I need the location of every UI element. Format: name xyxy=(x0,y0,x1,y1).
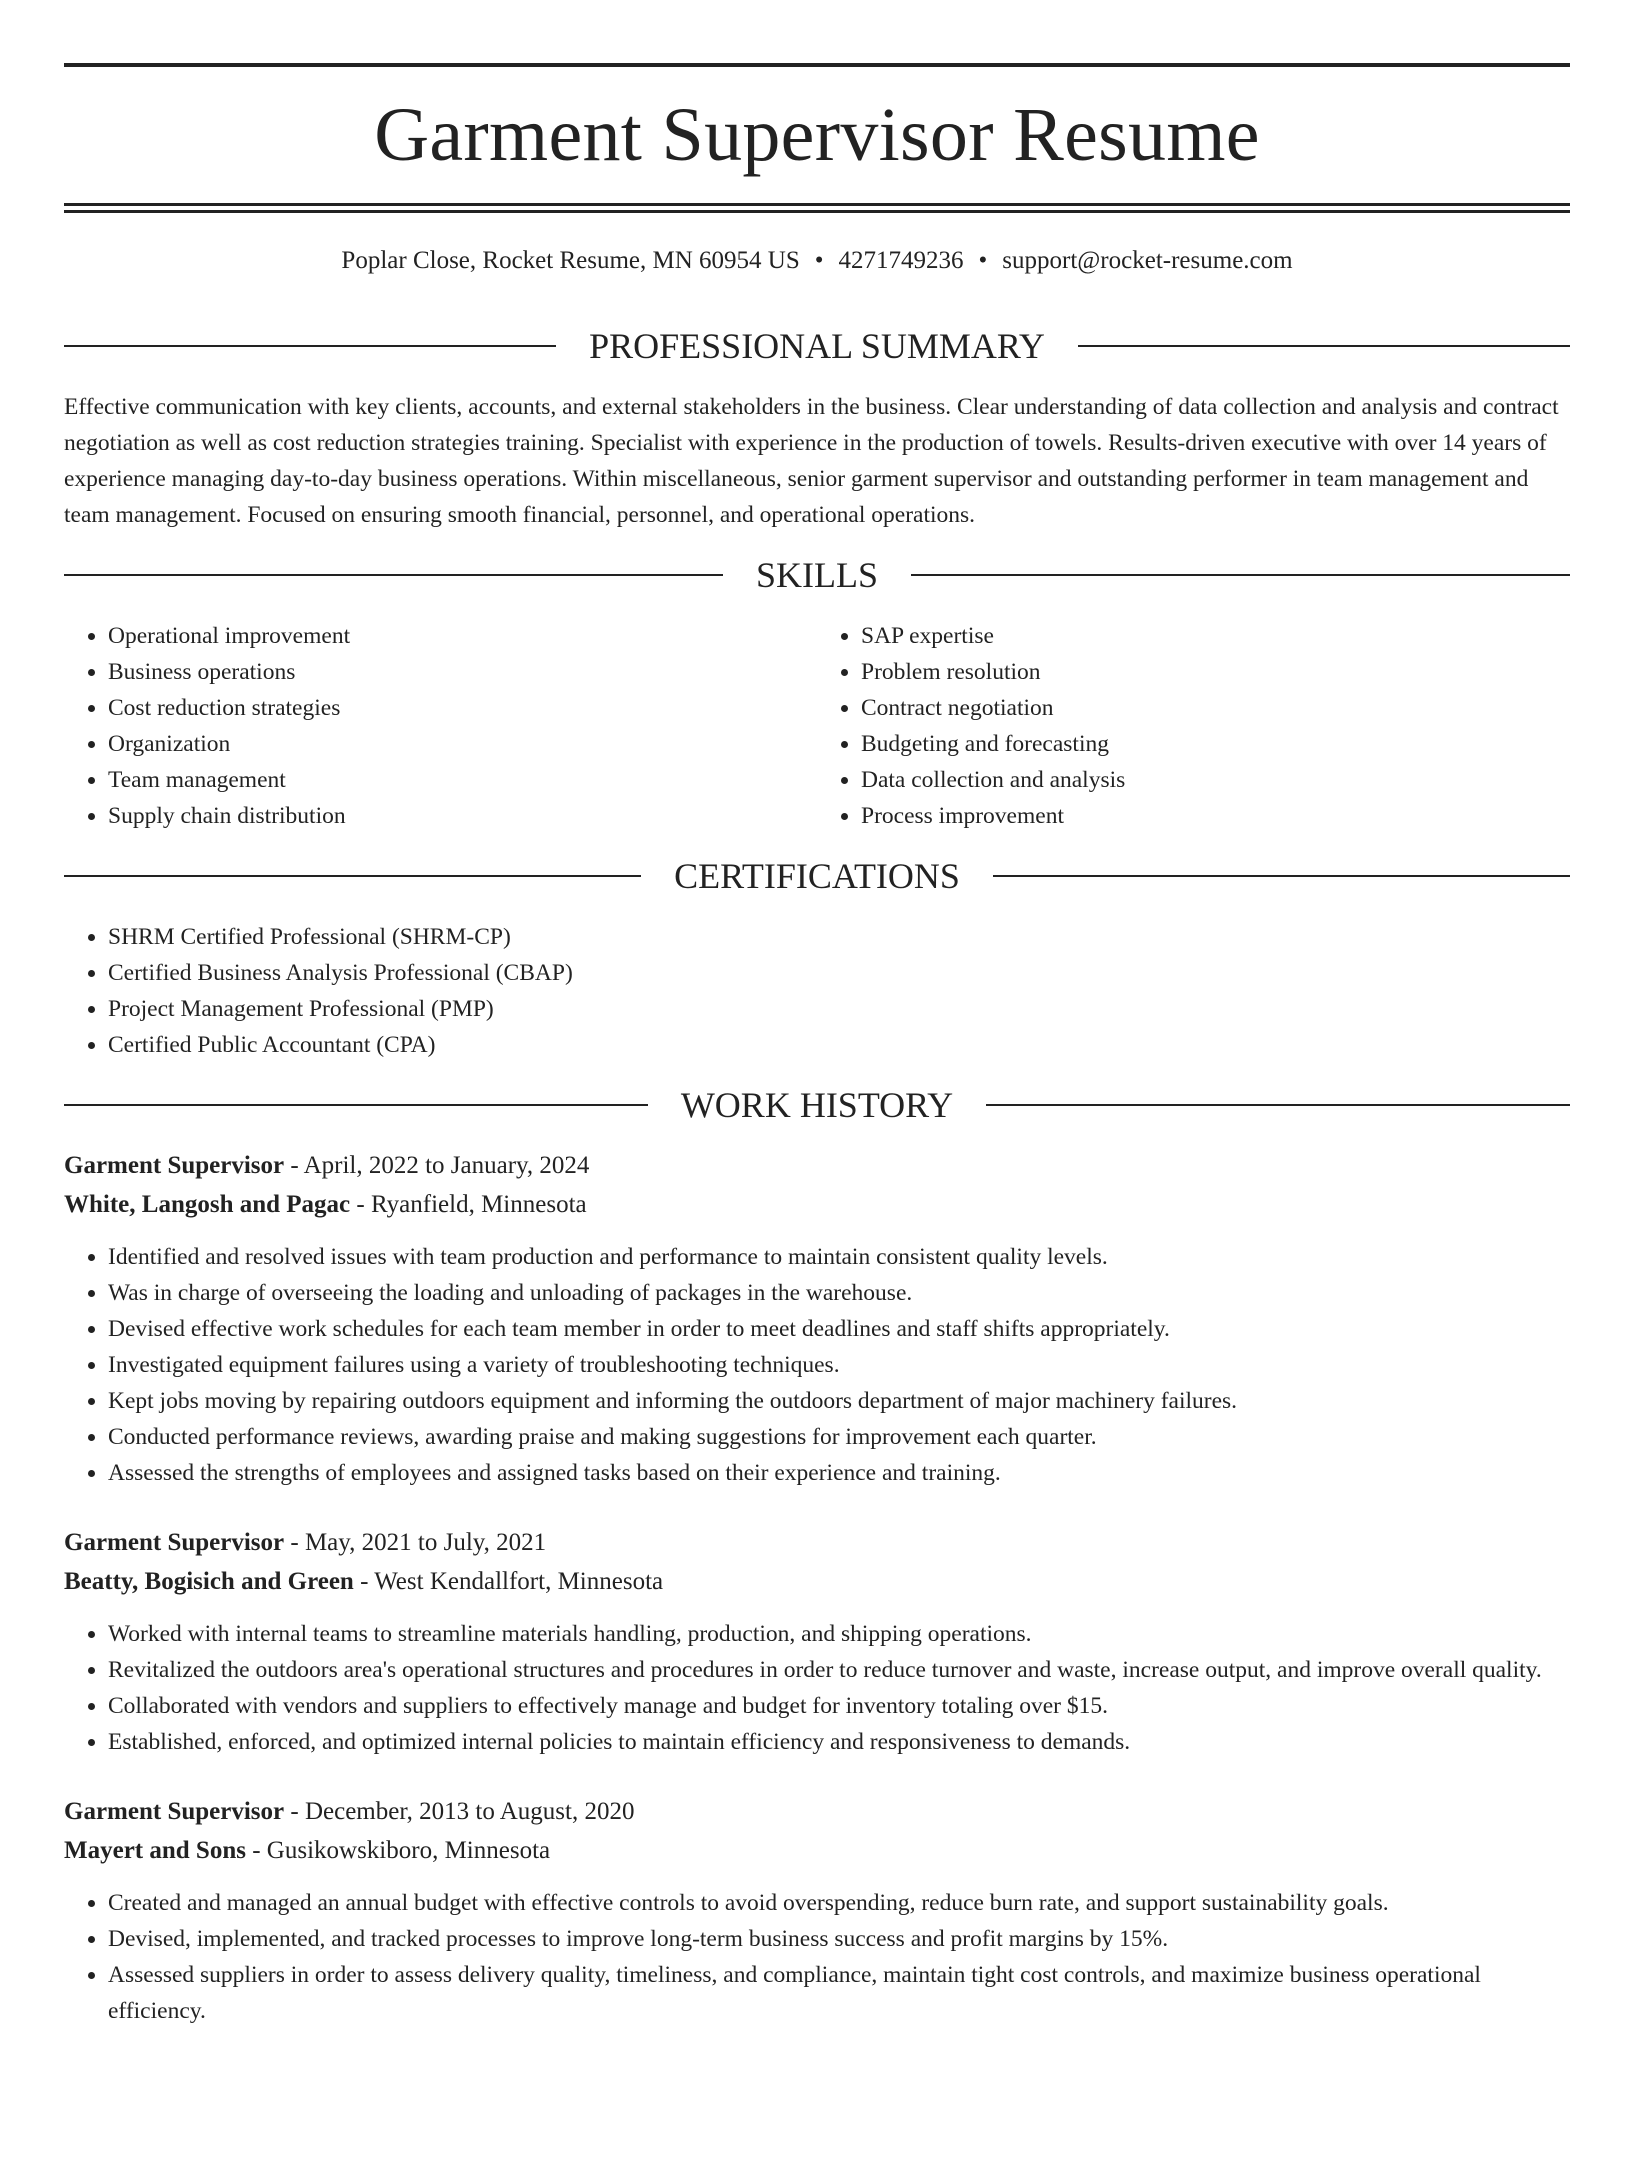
job-bullet: • Investigated equipment failures using a variety of troubleshooting techniques. xyxy=(108,1347,1570,1383)
job-bullets xyxy=(64,1885,1570,2029)
job-bullets xyxy=(64,1616,1570,1760)
heading-rule xyxy=(64,345,556,347)
summary-heading xyxy=(64,328,1570,364)
job-company: Mayert and Sons xyxy=(64,1837,246,1864)
job-title-line xyxy=(64,1792,1570,1831)
job-bullet: • Was in charge of overseeing the loading and unloading of packages in the warehouse. xyxy=(108,1275,1570,1311)
job-title-line xyxy=(64,1523,1570,1562)
contact-separator: • xyxy=(814,247,824,274)
job-location: - Ryanfield, Minnesota xyxy=(350,1191,587,1218)
job-bullet: • Created and managed an annual budget with effective controls to avoid overspending, reduce burn rate, and support sustainability goals. xyxy=(108,1885,1570,1921)
job-dates: - April, 2022 to January, 2024 xyxy=(284,1152,590,1179)
job-entry xyxy=(64,1523,1570,1760)
job-company: Beatty, Bogisich and Green xyxy=(64,1568,354,1595)
job-title: Garment Supervisor xyxy=(64,1529,285,1556)
skill-item: • Operational improvement xyxy=(108,618,817,654)
resume-title: Garment Supervisor Resume xyxy=(374,93,1260,177)
job-dates: - May, 2021 to July, 2021 xyxy=(284,1529,547,1556)
summary-heading-label: PROFESSIONAL SUMMARY xyxy=(589,326,1045,366)
certifications-heading-label: CERTIFICATIONS xyxy=(674,856,960,896)
heading-rule xyxy=(64,1104,648,1106)
skill-item: • Cost reduction strategies xyxy=(108,690,817,726)
contact-separator: • xyxy=(978,247,988,274)
job-bullet: • Devised effective work schedules for each team member in order to meet deadlines and staff shifts appropriately. xyxy=(108,1311,1570,1347)
job-bullet: • Worked with internal teams to streamline materials handling, production, and shipping operations. xyxy=(108,1616,1570,1652)
job-title: Garment Supervisor xyxy=(64,1798,285,1825)
skill-item: • Data collection and analysis xyxy=(861,762,1570,798)
skill-item: • Problem resolution xyxy=(861,654,1570,690)
job-location: - Gusikowskiboro, Minnesota xyxy=(245,1837,551,1864)
job-bullet: • Assessed the strengths of employees and assigned tasks based on their experience and training. xyxy=(108,1455,1570,1491)
job-bullet: • Conducted performance reviews, awarding praise and making suggestions for improvement each quarter. xyxy=(108,1419,1570,1455)
work-history-heading-label: WORK HISTORY xyxy=(680,1085,954,1125)
skills-list xyxy=(64,618,1570,834)
skill-item: • Contract negotiation xyxy=(861,690,1570,726)
heading-rule xyxy=(1078,345,1570,347)
skill-item: • Business operations xyxy=(108,654,817,690)
certification-item: • SHRM Certified Professional (SHRM-CP) xyxy=(108,919,1570,955)
heading-rule xyxy=(986,1104,1570,1106)
certification-item: • Certified Public Accountant (CPA) xyxy=(108,1027,1570,1063)
summary-text: Effective communication with key clients, accounts, and external stakeholders in the business. Clear understanding of data collection and analysis and contract negotiation as well as cost reduction strategies training. Specialist with experience in the production of towels. Results-driven executive with over 14 years of experience managing day-to-day business operations. Within miscellaneous, senior garment supervisor and outstanding performer in team management and team management. Focused on ensuring smooth financial, personnel, and operational operations. xyxy=(64,394,1559,528)
skill-item: • Supply chain distribution xyxy=(108,798,817,834)
job-location: - West Kendallfort, Minnesota xyxy=(353,1568,664,1595)
top-rule xyxy=(64,63,1570,67)
heading-rule xyxy=(64,574,723,576)
job-bullet: • Devised, implemented, and tracked processes to improve long-term business success and profit margins by 15%. xyxy=(108,1921,1570,1957)
job-bullet: • Kept jobs moving by repairing outdoors equipment and informing the outdoors department of major machinery failures. xyxy=(108,1383,1570,1419)
job-entry xyxy=(64,1792,1570,2029)
certification-item: • Project Management Professional (PMP) xyxy=(108,991,1570,1027)
heading-rule xyxy=(993,875,1570,877)
job-company: White, Langosh and Pagac xyxy=(64,1191,351,1218)
heading-rule xyxy=(911,574,1570,576)
title-double-rule xyxy=(64,203,1570,213)
work-history-heading xyxy=(64,1087,1570,1123)
certifications-list xyxy=(64,919,1570,1063)
job-bullet: • Assessed suppliers in order to assess delivery quality, timeliness, and compliance, maintain tight cost controls, and maximize business operational efficiency. xyxy=(108,1957,1570,2029)
skill-item: • Team management xyxy=(108,762,817,798)
certification-item: • Certified Business Analysis Professional (CBAP) xyxy=(108,955,1570,991)
skill-item: • Budgeting and forecasting xyxy=(861,726,1570,762)
job-entry xyxy=(64,1146,1570,1491)
job-bullet: • Identified and resolved issues with team production and performance to maintain consistent quality levels. xyxy=(108,1239,1570,1275)
certifications-heading xyxy=(64,858,1570,894)
job-title-line xyxy=(64,1146,1570,1185)
skills-heading-label: SKILLS xyxy=(756,555,879,595)
skills-heading xyxy=(64,557,1570,593)
contact-address: Poplar Close, Rocket Resume, MN 60954 US xyxy=(341,247,800,274)
skill-item: • SAP expertise xyxy=(861,618,1570,654)
job-dates: - December, 2013 to August, 2020 xyxy=(284,1798,635,1825)
heading-rule xyxy=(64,875,641,877)
contact-phone: 4271749236 xyxy=(838,247,964,274)
skill-item: • Process improvement xyxy=(861,798,1570,834)
job-bullet: • Established, enforced, and optimized internal policies to maintain efficiency and responsiveness to demands. xyxy=(108,1724,1570,1760)
job-bullet: • Collaborated with vendors and suppliers to effectively manage and budget for inventory totaling over $15. xyxy=(108,1688,1570,1724)
job-bullets xyxy=(64,1239,1570,1491)
job-company-line xyxy=(64,1831,1570,1870)
job-company-line xyxy=(64,1185,1570,1224)
contact-email: support@rocket-resume.com xyxy=(1002,247,1293,274)
resume-page xyxy=(64,63,1570,2029)
job-company-line xyxy=(64,1562,1570,1601)
skills-column-right xyxy=(817,618,1570,834)
job-bullet: • Revitalized the outdoors area's operational structures and procedures in order to reduce turnover and waste, increase output, and improve overall quality. xyxy=(108,1652,1570,1688)
job-title: Garment Supervisor xyxy=(64,1152,285,1179)
skills-column-left xyxy=(64,618,817,834)
skill-item: • Organization xyxy=(108,726,817,762)
contact-line xyxy=(64,246,1570,276)
